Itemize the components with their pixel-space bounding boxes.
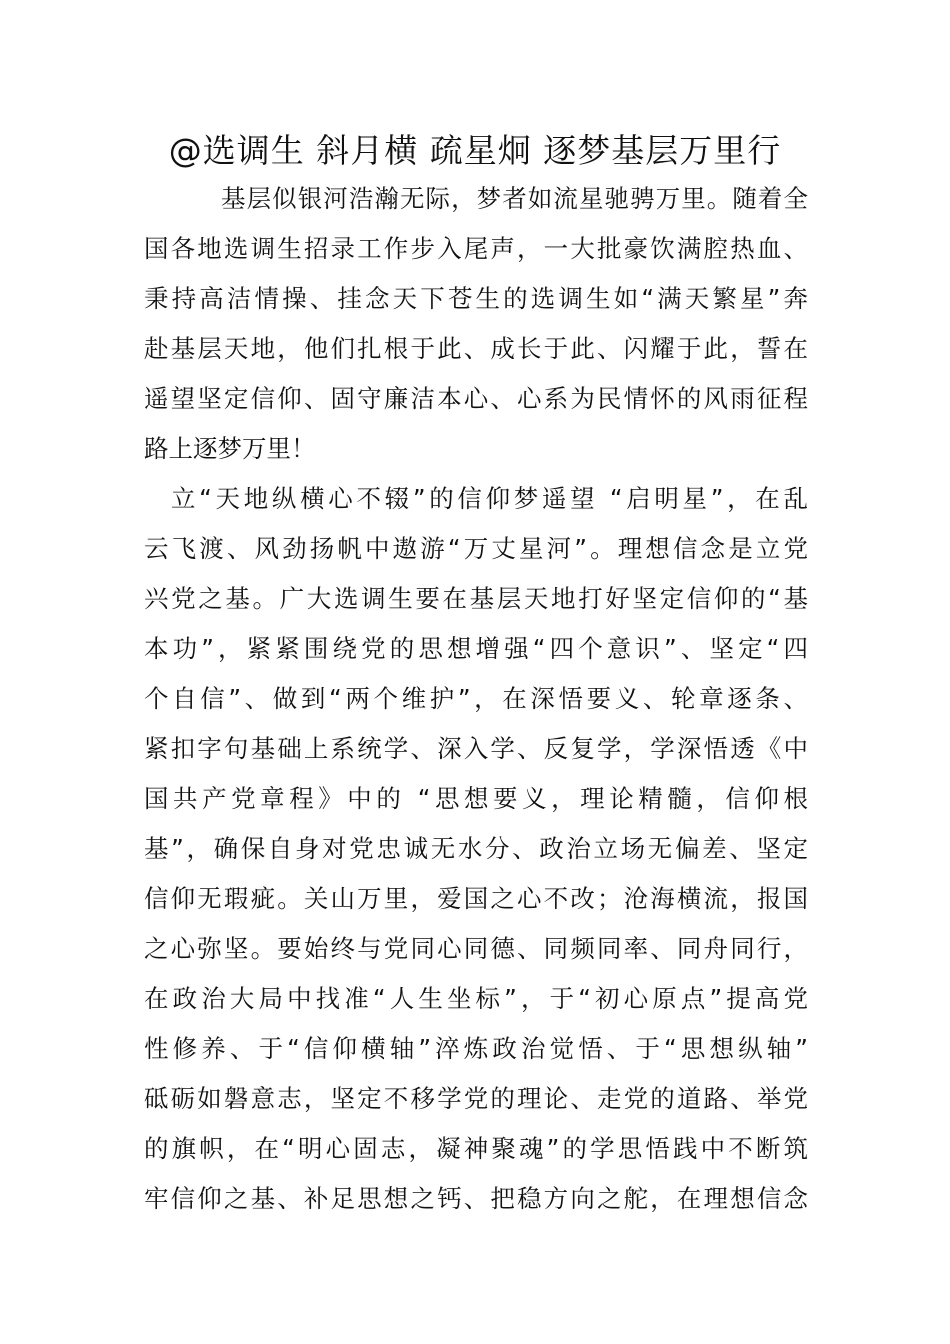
paragraph-2-line-14: 的旗帜，在“明心固志，凝神聚魂”的学思悟践中不断筑 — [144, 1134, 808, 1163]
paragraph-1-line-6: 路上逐梦万里！ — [144, 434, 316, 463]
paragraph-2-line-1: 立“天地纵横心不辍”的信仰梦遥望 “启明星”，在乱 — [171, 484, 808, 513]
paragraph-2-line-8: 基”，确保自身对党忠诚无水分、政治立场无偏差、坚定 — [144, 834, 808, 863]
paragraph-2-line-6: 紧扣字句基础上系统学、深入学、反复学，学深悟透《中 — [144, 734, 808, 763]
paragraph-1-line-4: 赴基层天地，他们扎根于此、成长于此、闪耀于此，誓在 — [144, 334, 808, 363]
paragraph-2-line-5: 个自信”、做到“两个维护”，在深悟要义、轮章逐条、 — [144, 684, 808, 713]
paragraph-2-line-3: 兴党之基。广大选调生要在基层天地打好坚定信仰的“基 — [144, 584, 808, 613]
paragraph-1-line-5: 遥望坚定信仰、固守廉洁本心、心系为民情怀的风雨征程 — [144, 384, 808, 413]
paragraph-2-line-15: 牢信仰之基、补足思想之钙、把稳方向之舵，在理想信念 — [144, 1184, 808, 1213]
paragraph-2-line-12: 性修养、于“信仰横轴”淬炼政治觉悟、于“思想纵轴” — [144, 1034, 808, 1063]
document-title: @选调生 斜月横 疏星炯 逐梦基层万里行 — [168, 131, 782, 170]
paragraph-1-line-2: 国各地选调生招录工作步入尾声，一大批豪饮满腔热血、 — [144, 234, 808, 263]
paragraph-2-line-11: 在政治大局中找准“人生坐标”，于“初心原点”提高党 — [144, 984, 808, 1013]
paragraph-2-line-13: 砥砺如磐意志，坚定不移学党的理论、走党的道路、举党 — [144, 1084, 808, 1113]
paragraph-2-line-7: 国共产党章程》中的 “思想要义，理论精髓，信仰根 — [144, 784, 808, 813]
document-body — [144, 174, 808, 1224]
paragraph-2-line-4: 本功”，紧紧围绕党的思想增强“四个意识”、坚定“四 — [144, 634, 808, 663]
paragraph-2-line-2: 云飞渡、风劲扬帆中遨游“万丈星河”。理想信念是立党 — [144, 534, 808, 563]
paragraph-1-line-1: 基层似银河浩瀚无际，梦者如流星驰骋万里。随着全 — [221, 184, 808, 213]
paragraph-2-line-9: 信仰无瑕疵。关山万里，爱国之心不改；沧海横流，报国 — [144, 884, 808, 913]
paragraph-2-line-10: 之心弥坚。要始终与党同心同德、同频同率、同舟同行， — [144, 934, 808, 963]
paragraph-1-line-3: 秉持高洁情操、挂念天下苍生的选调生如“满天繁星”奔 — [144, 284, 808, 313]
